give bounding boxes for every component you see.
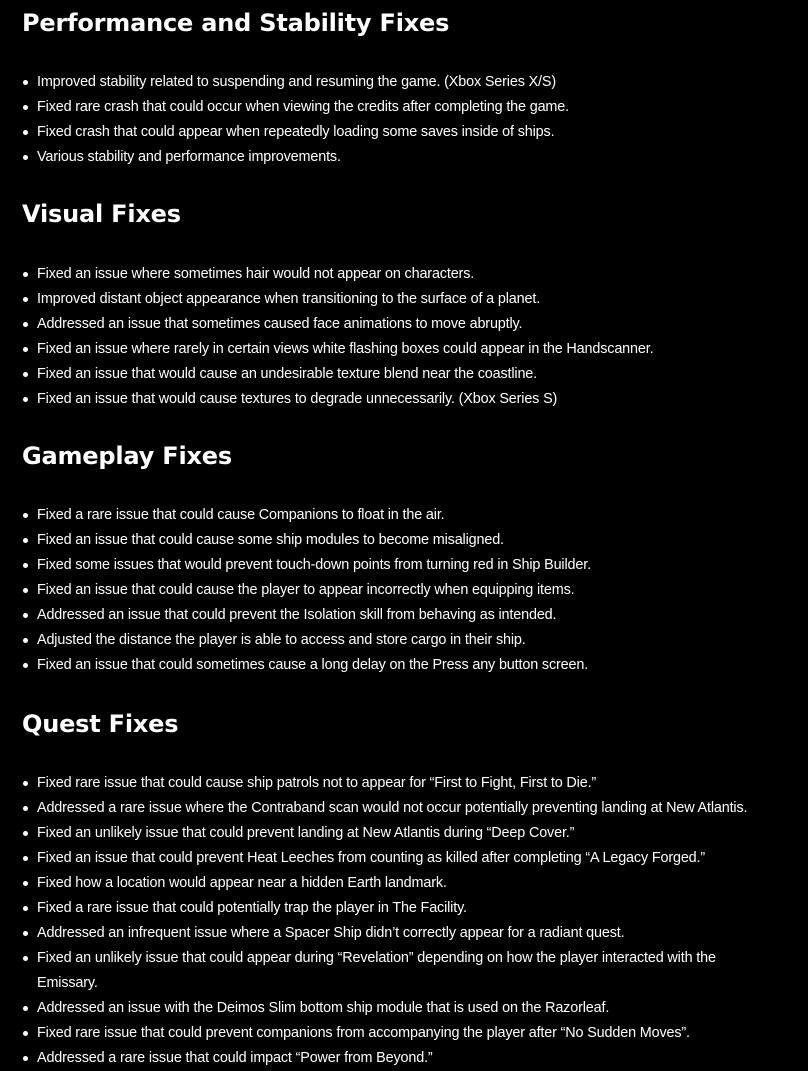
list-item: Fixed rare crash that could occur when viewing the credits after completing the game.: [22, 95, 808, 120]
bullet-list: [22, 262, 808, 412]
section-visual: [22, 199, 808, 412]
list-item: Fixed rare issue that could cause ship patrols not to appear for “First to Fight, First to Die.”: [22, 771, 808, 796]
list-item: Fixed an unlikely issue that could appear during “Revelation” depending on how the player interacted with the Emissary.: [22, 946, 777, 996]
list-item: Fixed an issue that would cause an undesirable texture blend near the coastline.: [22, 362, 808, 387]
list-item: Fixed crash that could appear when repeatedly loading some saves inside of ships.: [22, 120, 808, 145]
list-item: Fixed an unlikely issue that could prevent landing at New Atlantis during “Deep Cover.”: [22, 821, 808, 846]
list-item: Adjusted the distance the player is able to access and store cargo in their ship.: [22, 628, 808, 653]
list-item: Fixed an issue where sometimes hair would not appear on characters.: [22, 262, 808, 287]
list-item: Addressed an issue that sometimes caused face animations to move abruptly.: [22, 312, 808, 337]
list-item: Fixed how a location would appear near a hidden Earth landmark.: [22, 871, 808, 896]
section-title: Performance and Stability Fixes: [22, 9, 450, 37]
bullet-list: [22, 771, 808, 1071]
list-item: Fixed some issues that would prevent touch-down points from turning red in Ship Builder.: [22, 553, 808, 578]
list-item: Addressed a rare issue where the Contraband scan would not occur potentially preventing landing at New Atlantis.: [22, 796, 808, 821]
section-performance-stability: [22, 0, 808, 170]
list-item: Addressed an issue with the Deimos Slim bottom ship module that is used on the Razorleaf.: [22, 996, 808, 1021]
list-item: Addressed an infrequent issue where a Spacer Ship didn’t correctly appear for a radiant quest.: [22, 921, 808, 946]
list-item: Improved distant object appearance when transitioning to the surface of a planet.: [22, 287, 808, 312]
section-title: Quest Fixes: [22, 710, 179, 738]
list-item: Fixed an issue that could prevent Heat Leeches from counting as killed after completing “A Legacy Forged.”: [22, 846, 808, 871]
list-item: Fixed a rare issue that could cause Companions to float in the air.: [22, 503, 808, 528]
list-item: Fixed an issue where rarely in certain views white flashing boxes could appear in the Handscanner.: [22, 337, 808, 362]
section-gameplay: [22, 441, 808, 678]
list-item: Various stability and performance improvements.: [22, 145, 808, 170]
list-item: Fixed an issue that could cause the player to appear incorrectly when equipping items.: [22, 578, 808, 603]
list-item: Fixed an issue that could cause some ship modules to become misaligned.: [22, 528, 808, 553]
bullet-list: [22, 503, 808, 678]
list-item: Fixed a rare issue that could potentially trap the player in The Facility.: [22, 896, 808, 921]
section-title: Visual Fixes: [22, 200, 181, 228]
list-item: Addressed a rare issue that could impact “Power from Beyond.”: [22, 1046, 808, 1071]
list-item: Fixed an issue that could sometimes cause a long delay on the Press any button screen.: [22, 653, 808, 678]
section-quest: [22, 709, 808, 1071]
list-item: Improved stability related to suspending and resuming the game. (Xbox Series X/S): [22, 70, 808, 95]
list-item: Fixed an issue that would cause textures to degrade unnecessarily. (Xbox Series S): [22, 387, 808, 412]
list-item: Fixed rare issue that could prevent companions from accompanying the player after “No Sudden Moves”.: [22, 1021, 808, 1046]
bullet-list: [22, 70, 808, 170]
list-item: Addressed an issue that could prevent the Isolation skill from behaving as intended.: [22, 603, 808, 628]
section-title: Gameplay Fixes: [22, 442, 232, 470]
